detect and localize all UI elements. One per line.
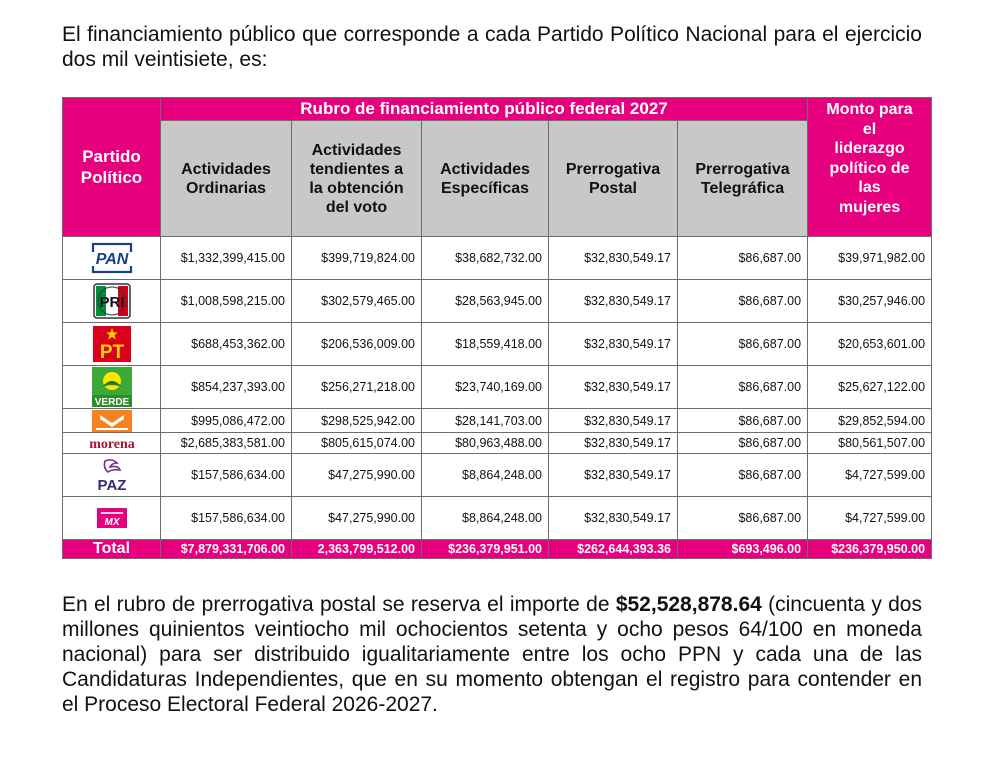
outro-paragraph: En el rubro de prerrogativa postal se reserva el importe de $52,528,878.64 (cincuenta y dos millones quinientos veintiocho mil ochocientos setenta y ocho pesos 64/100 en moneda nacional) para ser distribuido igualitariamente entre los ocho PPN y cada una de las Candidaturas Independientes, que en su momento obtengan el registro para contender en el Proceso Electoral Federal 2026-2027. <box>62 593 922 716</box>
pri-logo <box>63 280 161 323</box>
party-header: Partido Político <box>63 98 161 237</box>
table-row: morena $2,685,383,581.00 $805,615,074.00 $80,963,488.00 $32,830,549.17 $86,687.00 $80,561,507.00 <box>63 433 932 454</box>
intro-paragraph: El financiamiento público que corresponde a cada Partido Político Nacional para el ejercicio dos mil veintisiete, es: <box>62 23 922 71</box>
col-header-postal: Prerrogativa Postal <box>549 121 678 237</box>
reserved-amount: $52,528,878.64 <box>615 593 762 616</box>
svg-text:PT: PT <box>99 342 124 362</box>
pt-logo <box>63 323 161 366</box>
morena-logo <box>63 433 161 454</box>
total-telegrafica: $693,496.00 <box>678 540 808 559</box>
mc-logo <box>63 409 161 433</box>
table-row: PRI $1,008,598,215.00 $302,579,465.00 $28,563,945.00 $32,830,549.17 $86,687.00 $30,257,946.00 <box>63 280 932 323</box>
table-row: PAZ $157,586,634.00 $47,275,990.00 $8,864,248.00 $32,830,549.17 $86,687.00 $4,727,599.00 <box>63 454 932 497</box>
svg-text:PAZ: PAZ <box>97 477 126 493</box>
verde-logo <box>63 366 161 409</box>
svg-text:PRI: PRI <box>98 294 125 311</box>
total-postal: $262,644,393.36 <box>549 540 678 559</box>
total-especificas: $236,379,951.00 <box>422 540 549 559</box>
svg-text:morena: morena <box>88 437 135 451</box>
table-row: PAN $1,332,399,415.00 $399,719,824.00 $38,682,732.00 $32,830,549.17 $86,687.00 $39,971,982.00 <box>63 237 932 280</box>
svg-text:VERDE: VERDE <box>94 397 129 407</box>
col-header-ordinarias: Actividades Ordinarias <box>161 121 292 237</box>
svg-text:PAN: PAN <box>95 251 128 268</box>
table-row: MX $157,586,634.00 $47,275,990.00 $8,864,248.00 $32,830,549.17 $86,687.00 $4,727,599.00 <box>63 497 932 540</box>
table-row: PT $688,453,362.00 $206,536,009.00 $18,559,418.00 $32,830,549.17 $86,687.00 $20,653,601.00 <box>63 323 932 366</box>
col-header-telegrafica: Prerrogativa Telegráfica <box>678 121 808 237</box>
total-label: Total <box>63 540 161 559</box>
col-header-especificas: Actividades Específicas <box>422 121 549 237</box>
paz-logo <box>63 454 161 497</box>
financing-table <box>62 97 932 559</box>
band-header: Rubro de financiamiento público federal 2027 <box>161 98 808 121</box>
total-obtencion-voto: 2,363,799,512.00 <box>292 540 422 559</box>
total-row <box>63 540 932 559</box>
svg-text:MX: MX <box>104 517 119 528</box>
monto-header: Monto para el liderazgo político de las mujeres <box>808 98 932 237</box>
col-header-obtencion-voto: Actividades tendientes a la obtención del voto <box>292 121 422 237</box>
somos-mx-logo <box>63 497 161 540</box>
table-row: $995,086,472.00 $298,525,942.00 $28,141,703.00 $32,830,549.17 $86,687.00 $29,852,594.00 <box>63 409 932 433</box>
total-ordinarias: $7,879,331,706.00 <box>161 540 292 559</box>
total-monto: $236,379,950.00 <box>808 540 932 559</box>
pan-logo <box>63 237 161 280</box>
table-row: VERDE $854,237,393.00 $256,271,218.00 $23,740,169.00 $32,830,549.17 $86,687.00 $25,627,122.00 <box>63 366 932 409</box>
